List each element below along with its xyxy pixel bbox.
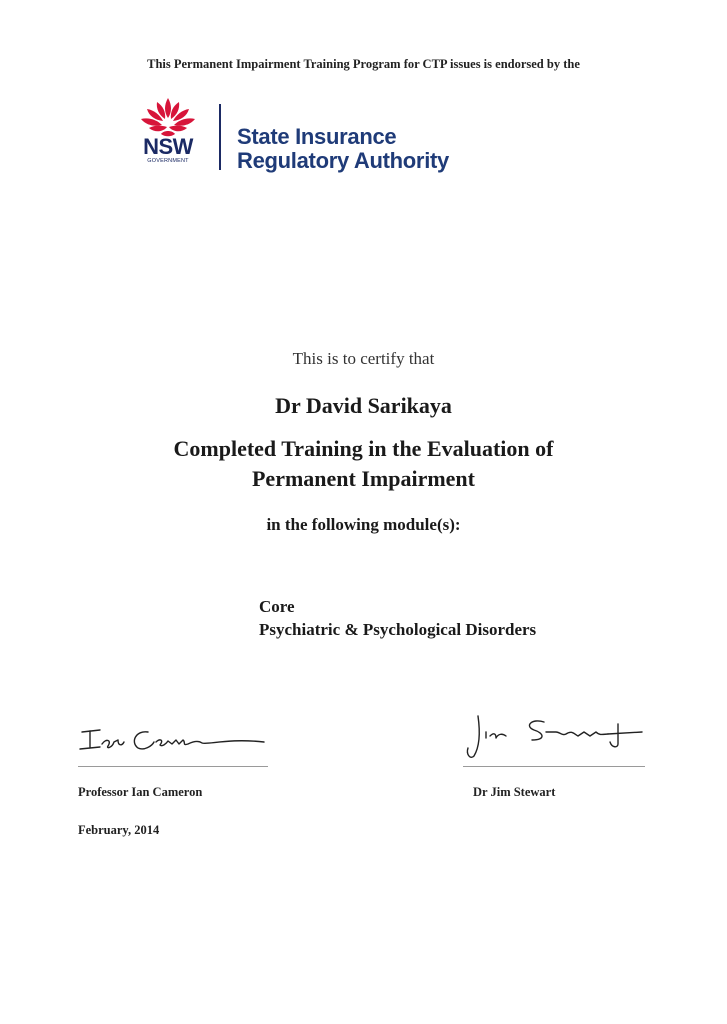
module-item: Core	[259, 597, 295, 616]
sira-logo	[135, 96, 515, 176]
signature-ian-cameron	[78, 720, 278, 760]
signer-name: Dr Jim Stewart	[473, 785, 556, 799]
module-item: Psychiatric & Psychological Disorders	[259, 620, 537, 639]
signature-jim-stewart	[462, 712, 652, 762]
signer-name: Professor Ian Cameron	[78, 785, 203, 799]
module-list	[259, 595, 536, 641]
logo-divider	[219, 104, 221, 170]
modules-intro: in the following module(s):	[266, 515, 461, 534]
endorsement-text: This Permanent Impairment Training Program for CTP issues is endorsed by the	[147, 57, 580, 71]
nsw-wordmark: NSW	[143, 134, 193, 159]
completion-title-line2: Permanent Impairment	[251, 466, 475, 491]
signature-line	[78, 766, 268, 767]
nsw-government-label: GOVERNMENT	[147, 158, 189, 164]
certify-text: This is to certify that	[292, 349, 435, 368]
org-name-line2: Regulatory Authority	[237, 148, 449, 173]
waratah-flower-icon	[135, 96, 201, 138]
recipient-name: Dr David Sarikaya	[275, 393, 452, 418]
org-name-line1: State Insurance	[237, 124, 397, 149]
signature-line	[463, 766, 645, 767]
certificate-date: February, 2014	[78, 823, 160, 837]
completion-title-line1: Completed Training in the Evaluation of	[173, 436, 554, 461]
